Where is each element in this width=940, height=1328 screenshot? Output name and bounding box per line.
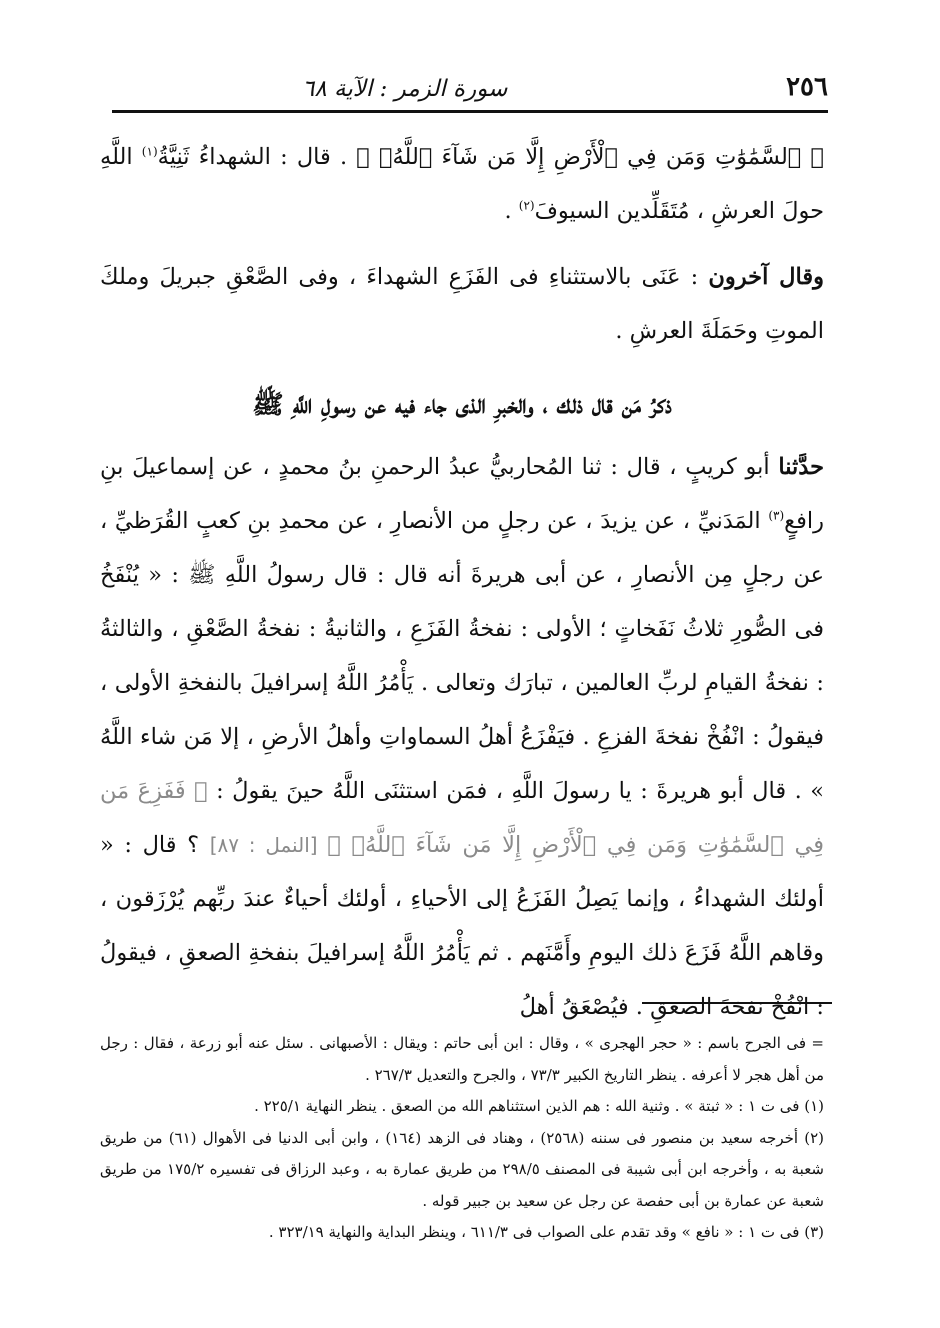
paragraph-1 xyxy=(100,130,824,238)
footnote-marker: (٢) xyxy=(518,198,535,213)
running-title: سورة الزمر : الآية ٦٨ xyxy=(302,76,508,102)
section-heading: ذكرُ مَن قال ذلك ، والخبرِ الذى جاء فيه عن رسولِ اللَّهِ ﷺ xyxy=(252,390,672,420)
page-header xyxy=(112,58,828,102)
footnote-1: (١) فى ت ١ : « ثبتة » . وثنية الله : هم الذين استثناهم الله من الصعق . ينظر النهاية ٢٢٥/١ . xyxy=(254,1097,824,1115)
main-text xyxy=(100,130,824,1046)
lead-phrase: حدَّثنا xyxy=(778,454,824,480)
text-segment: . قال : الشهداءُ ثَنِيَّةُ xyxy=(157,144,357,170)
footnote-2: (٢) أخرجه سعيد بن منصور فى سننه (٢٥٦٨) ، وهناد فى الزهد (١٦٤) ، وابن أبى الدنيا فى الأهوال (٦١) من طريق شعبة به ، وأخرجه ابن أبى شيبة فى المصنف ٢٩٨/٥ من طريق عمارة به ، وعبد الرزاق فى تفسيره ١٧٥/٢ من طريق شعبة عن عمارة بن أبى حفصة عن رجل عن سعيد بن جبير قوله . xyxy=(100,1128,824,1210)
quran-verse: ﴿ ٱلسَّمَٰوَٰتِ وَمَن فِي ٱلْأَرْضِ إِلَّا مَن شَآءَ ٱللَّهُۖ ﴾ xyxy=(356,144,824,170)
page-number: ٢٥٦ xyxy=(786,72,828,102)
footnote-continuation: = فى الجرح باسم : « حجر الهجرى » ، وقال : ابن أبى حاتم : ويقال : الأصبهانى . سئل عنه أبو زرعة ، فقال : رجل من أهل هجر لا أعرفه . ينظر التاريخ الكبير ٧٣/٣ ، والجرح والتعديل ٢٦٧/٣ . xyxy=(100,1034,824,1084)
footnote-rule xyxy=(642,1002,832,1004)
text-segment: : عَنَى بالاستثناءِ فى الفَزَعِ الشهداءَ ، وفى الصَّعْقِ جبريلَ وملكَ الموتِ وحَمَلَةَ العرشِ . xyxy=(100,264,824,344)
text-segment: اللَّهِ حولَ العرشِ ، مُتَقَلِّدين السيوفَ xyxy=(100,144,824,224)
text-segment: ؟ قال : « أولئك الشهداءُ ، وإنما يَصِلُ الفَزَعُ إلى الأحياءِ ، أولئك أحياءٌ عندَ ربِّهم يُرْزَقون ، وقاهم اللَّهُ فَزَعَ ذلك اليومِ وأَمَّنَهم . ثم يَأْمُرُ اللَّهُ إسرافيلَ بنفخةِ الصعقِ ، فيقولُ : انْفُخْ نفخةَ الصعقِ . فيُصْعَقُ أهلُ xyxy=(100,832,824,1020)
header-rule xyxy=(112,110,828,113)
lead-phrase: وقال آخرون xyxy=(708,264,824,290)
footnote-marker: (٣) xyxy=(768,508,785,523)
verse-citation: [النمل : ٨٧] xyxy=(209,833,328,857)
paragraph-2 xyxy=(100,250,824,358)
footnote-3: (٣) فى ت ١ : « نافع » وقد تقدم على الصواب فى ٦١١/٣ ، وينظر البداية والنهاية ٣٢٣/١٩ . xyxy=(268,1223,824,1241)
text-segment: المَدَنيِّ ، عن يزيدَ ، عن رجلٍ من الأنصارِ ، عن محمدِ بنِ كعبٍ القُرَظيِّ ، عن رجلٍ مِن الأنصارِ ، عن أبى هريرةَ أنه قال : قال رسولُ اللَّهِ ﷺ : « يُنْفَخُ فى الصُّورِ ثلاثُ نَفَخاتٍ ؛ الأولى : نفخةُ الفَزَعِ ، والثانيةُ : نفخةُ الصَّعْقِ ، والثالثةُ : نفخةُ القيامِ لربِّ العالمين ، تبارَك وتعالى . يَأْمُرُ اللَّهُ إسرافيلَ بالنفخةِ الأولى ، فيقولُ : انْفُخْ نفخةَ الفزعِ . فيَفْزَعُ أهلُ السماواتِ وأهلُ الأرضِ ، إلا مَن شاء اللَّهُ » . قال أبو هريرةَ : يا رسولَ اللَّهِ ، فمَن استثنَى اللَّهُ حينَ يقولُ : xyxy=(100,508,824,804)
quran-verse: ﴿ فَفَزِعَ مَن فِي ٱلسَّمَٰوَٰتِ وَمَن فِي ٱلْأَرْضِ إِلَّا مَن شَآءَ ٱللَّهُۚ ﴾ xyxy=(100,778,824,858)
footnote-marker: (١) xyxy=(141,144,158,159)
paragraph-3 xyxy=(100,440,824,1034)
text-segment: . xyxy=(504,198,519,224)
text-segment: أبو كريبٍ ، قال : ثنا المُحاربيُّ عبدُ الرحمنِ بنُ محمدٍ ، عن إسماعيلَ بنِ رافعٍ xyxy=(100,454,824,534)
footnotes xyxy=(100,1028,824,1249)
